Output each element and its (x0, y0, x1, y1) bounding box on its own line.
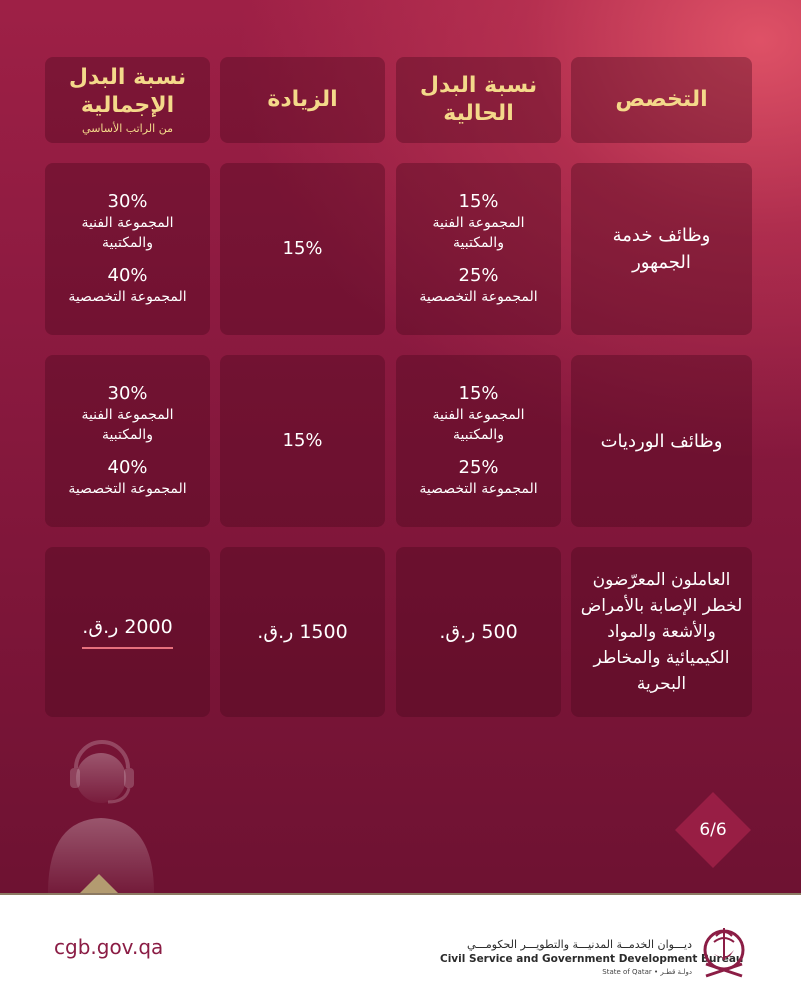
row2-specialization-text: وظائف الورديات (600, 430, 723, 452)
row2-increase-value: 15% (282, 430, 323, 451)
website-link[interactable]: cgb.gov.qa (54, 935, 164, 959)
row2-current-grp2: المجموعة التخصصية (419, 481, 538, 497)
diamond-ornament-icon (79, 874, 119, 893)
row3-increase-amount: 1500 ر.ق. (257, 621, 348, 643)
row1-total-pct2: 40% (107, 265, 148, 286)
header-current-rate-label: نسبة البدل الحالية (419, 73, 538, 126)
header-total-rate (45, 57, 210, 143)
row2-total-grp2: المجموعة التخصصية (68, 481, 187, 497)
row2-current-pct2: 25% (458, 457, 499, 478)
footer-divider (0, 893, 801, 895)
row1-current-grp1: المجموعة الفنية والمكتبية (432, 215, 525, 251)
row1-current-pct1: 15% (458, 191, 499, 212)
row2-total-pct1: 30% (107, 383, 148, 404)
row2-increase (220, 355, 385, 527)
row1-increase-value: 15% (282, 238, 323, 259)
header-specialization (571, 57, 752, 143)
row1-total-pct1: 30% (107, 191, 148, 212)
row1-current-pct2: 25% (458, 265, 499, 286)
header-total-rate-note: من الراتب الأساسي (82, 122, 173, 135)
row3-specialization-text: العاملون المعرّضون لخطر الإصابة بالأمراض والأشعة والمواد الكيميائية والمخاطر البحرية (580, 570, 743, 694)
header-increase (220, 57, 385, 143)
row2-current-pct1: 15% (458, 383, 499, 404)
row1-total-grp2: المجموعة التخصصية (68, 289, 187, 305)
header-specialization-label: التخصص (615, 87, 708, 112)
row3-specialization (571, 547, 752, 717)
page-indicator: 6/6 (699, 820, 727, 840)
header-increase-label: الزيادة (267, 87, 338, 112)
row2-total-grp1: المجموعة الفنية والمكتبية (81, 407, 174, 443)
row1-total-rate (45, 163, 210, 335)
row3-total-amount: 2000 ر.ق. (82, 615, 172, 649)
row2-specialization (571, 355, 752, 527)
row1-specialization (571, 163, 752, 335)
org-name-english: Civil Service and Government Development Bureau (440, 953, 744, 965)
row3-current-rate (396, 547, 561, 717)
row2-total-pct2: 40% (107, 457, 148, 478)
row1-total-grp1: المجموعة الفنية والمكتبية (81, 215, 174, 251)
row2-total-rate (45, 355, 210, 527)
qatar-emblem-icon (700, 920, 748, 982)
row1-current-grp2: المجموعة التخصصية (419, 289, 538, 305)
row2-current-grp1: المجموعة الفنية والمكتبية (432, 407, 525, 443)
row3-increase (220, 547, 385, 717)
header-total-rate-label: نسبة البدل الإجمالية (68, 65, 187, 118)
row3-current-amount: 500 ر.ق. (439, 621, 518, 643)
org-name-arabic: ديـــوان الخدمــة المدنيـــة والتطويـــر الحكومـــي (467, 938, 692, 951)
row1-increase (220, 163, 385, 335)
support-agent-icon (40, 740, 180, 893)
row2-current-rate (396, 355, 561, 527)
row3-total-rate (45, 547, 210, 717)
header-current-rate (396, 57, 561, 143)
state-label: State of Qatar • دولـة قطـر (602, 968, 692, 976)
row1-current-rate (396, 163, 561, 335)
row1-specialization-text: وظائف خدمة الجمهور (612, 225, 711, 273)
